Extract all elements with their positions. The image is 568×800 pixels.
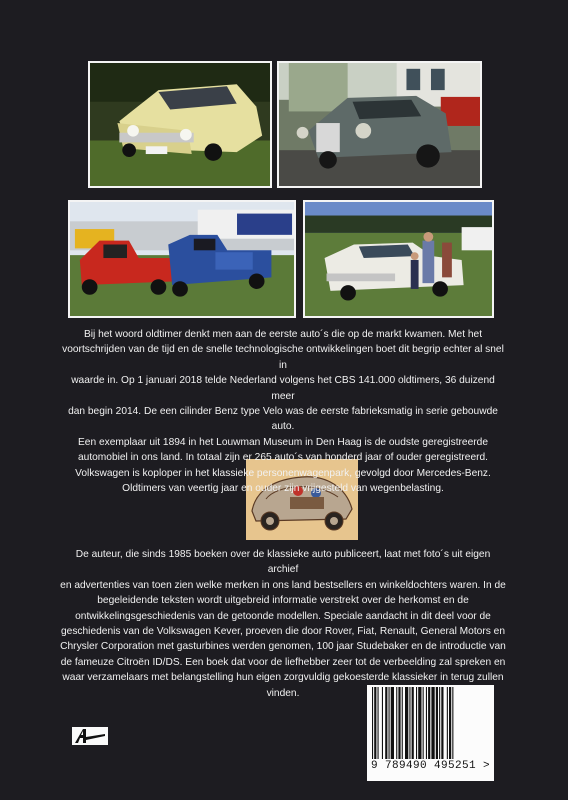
author-line: de fameuze Citroën ID/DS. Een boek dat voor de liefhebber zeer tot de verbeelding zal spreken en [60,656,506,668]
barcode-bar [439,687,440,759]
barcode-bar [385,687,387,759]
barcode-bar [447,687,448,759]
barcode-bar [449,687,451,759]
barcode-bar [374,687,376,759]
intro-line: Een exemplaar uit 1894 in het Louwman Museum in Den Haag is de oudste geregistreerde [77,436,488,448]
photo-three-wheel-trucks [68,200,296,318]
intro-line: automobiel in ons land. In totaal zijn er 265 auto´s van honderd jaar of ouder geregistreerd. [77,452,489,464]
barcode-bar [426,687,427,759]
barcode-bar [398,687,400,759]
publisher-logo-icon [72,727,108,745]
barcode-bar [402,687,403,759]
barcode-bar [412,687,414,759]
barcode-bars [370,687,491,759]
isbn-barcode [367,685,494,781]
intro-line: voortschrijden van de tijd en de snelle technologische ontwikkelingen boet dit begrip echter al snel in [62,344,504,371]
intro-line: Bij het woord oldtimer denkt men aan de eerste auto´s die op de markt kwamen. Met het [83,329,483,340]
barcode-bar [391,687,394,759]
barcode-digits: 9 789490 495251 > [370,760,491,772]
author-line: De auteur, die sinds 1985 boeken over de klassieke auto publiceert, laat met foto´s uit eigen archief [75,549,491,576]
barcode-bar [378,687,379,759]
photo-grey-bentley [277,61,482,188]
author-line: Chrysler Corporation met gasturbines werden genomen, 100 jaar Studebaker en de introductie van [60,641,506,653]
author-line: waar verzamelaars met belangstelling hun eigen zorgvuldig gekoesterde klassieker in terug zullen [62,672,504,684]
barcode-bar [423,687,424,759]
barcode-bar [405,687,408,759]
barcode-bar [389,687,390,759]
barcode-bar [416,687,417,759]
photo-yellow-chevrolet [88,61,272,188]
barcode-bar [372,687,373,759]
barcode-bar [409,687,410,759]
photo-white-pontiac [303,200,494,318]
barcode-bar [452,687,453,759]
author-line: en advertenties van toen zien welke merken in ons land bestsellers en winkeldochters waren. In de [60,579,506,591]
author-line: geschiedenis van de Volkswagen Kever, proeven die door Rover, Fiat, Renault, General Motors en [61,626,505,638]
author-line: vinden. [266,687,300,699]
intro-line: Volkswagen is koploper in het klassieke personenwagenpark, gevolgd door Mercedes-Benz. [75,467,491,479]
barcode-bar [382,687,383,759]
intro-line: Oldtimers van veertig jaar en ouder zijn vrijgesteld van wegenbelasting. [122,483,444,495]
barcode-bar [441,687,443,759]
author-line: ontwikkelingsgeschiedenis van de getoonde modellen. Speciale aandacht in dit deel voor de [75,610,491,622]
barcode-bar [431,687,434,759]
barcode-bar [418,687,421,759]
barcode-bar [396,687,397,759]
barcode-bar [436,687,438,759]
intro-paragraph [60,327,506,496]
barcode-bar [428,687,430,759]
author-line: begeleidende teksten wordt uitgebreid informatie verstrekt over de herkomst en de [97,595,469,607]
author-paragraph [60,547,506,701]
intro-line: dan begin 2014. De een cilinder Benz type Velo was de eerste fabrieksmatig in serie gebouwde auto. [68,406,498,433]
intro-line: waarde in. Op 1 januari 2018 telde Nederland volgens het CBS 141.000 oldtimers, 36 duizend meer [71,375,495,402]
